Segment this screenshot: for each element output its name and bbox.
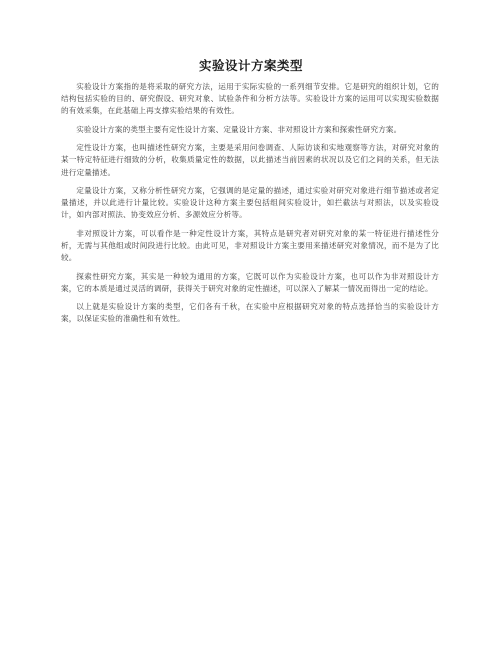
- paragraph-3: 定性设计方案，也叫描述性研究方案，主要是采用问卷调查、人际访谈和实地观察等方法，对研究对象的某一特定特征进行细致的分析，收集质量定性的数据，以此描述当前因素的状况以及它们之间的关系，但无法进行定量描述。: [61, 143, 439, 177]
- paragraph-7: 以上就是实验设计方案的类型，它们各有千秋，在实验中应根据研究对象的特点选择恰当的实验设计方案，以保证实验的准确性和有效性。: [61, 302, 439, 324]
- paragraph-5: 非对照设计方案，可以看作是一种定性设计方案，其特点是研究者对研究对象的某一特征进行描述性分析，无需与其他组或时间段进行比较。由此可见，非对照设计方案主要用来描述研究对象情况，而不是为了比较。: [61, 228, 439, 263]
- paragraph-2: 实验设计方案的类型主要有定性设计方案、定量设计方案、非对照设计方案和探索性研究方案。: [76, 124, 402, 134]
- paragraph-4: 定量设计方案，又称分析性研究方案，它强调的是定量的描述，通过实验对研究对象进行细节描述或者定量描述，并以此进行计量比较。实验设计这种方案主要包括组间实验设计，如拦截法与对照法，以及实验设计，如内部对照法、协变效应分析、多源效应分析等。: [61, 185, 439, 220]
- document-title: 实验设计方案类型: [198, 58, 303, 73]
- paragraph-1: 实验设计方案指的是将采取的研究方法，运用于实际实验的一系列细节安排。它是研究的组织计划，它的结构包括实验的目的、研究假设、研究对象、试验条件和分析方法等。实验设计方案的运用可以实现实验数据的有效采集，在此基础上再支撑实验结果的有效性。: [61, 82, 439, 116]
- paragraph-6: 探索性研究方案，其实是一种较为通用的方案，它既可以作为实验设计方案，也可以作为非对照设计方案，它的本质是通过灵活的调研，获得关于研究对象的定性描述，可以深入了解某一情况而得出一定的结论。: [61, 271, 439, 293]
- document-body: [61, 81, 439, 332]
